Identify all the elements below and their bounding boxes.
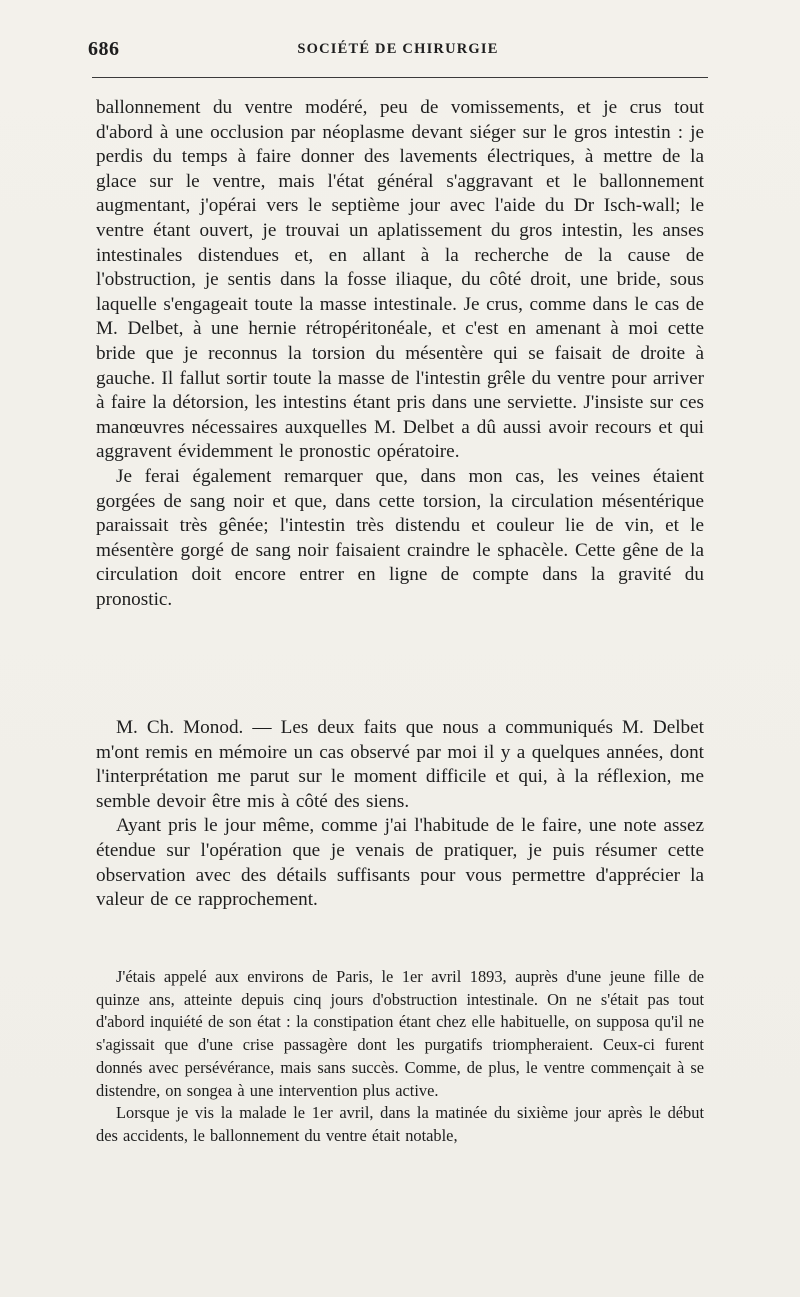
monod-remarks	[96, 716, 704, 913]
paragraph-2: Je ferai également remarquer que, dans mon cas, les veines étaient gorgées de sang noir et que, dans cette torsion, la circulation mésentérique paraissait très gênée; l'intestin très distendu et couleur lie de vin, et le mésentère gorgé de sang noir faisaient craindre le sphacèle. Cette gêne de la circulation doit encore entrer en ligne de compte dans la gravité du pronostic.	[96, 465, 704, 610]
monod-paragraph-2: Ayant pris le jour même, comme j'ai l'habitude de le faire, une note assez étendue sur l'opération que je venais de pratiquer, je puis résumer cette observation avec des détails suffisants pour vous permettre d'apprécier la valeur de ce rapprochement.	[96, 815, 704, 911]
header-rule	[92, 77, 708, 78]
observation-paragraph-1: J'étais appelé aux environs de Paris, le 1er avril 1893, auprès d'une jeune fille de quinze ans, atteinte depuis cinq jours d'obstruction intestinale. On ne s'était pas tout d'abord inquiété de son état : la constipation étant chez elle habituelle, on supposa qu'il ne s'agissait que d'une crise passagère dont les purgatifs triompheraient. Ceux-ci furent donnés avec persévérance, mais sans succès. Comme, de plus, le ventre commençait à se distendre, on songea à une intervention plus active.	[96, 967, 704, 1100]
monod-paragraph-1-text: Les deux faits que nous a communiqués M. Delbet m'ont remis en mémoire un cas observé par moi il y a quelques années, dont l'interprétation me parut sur le moment difficile et qui, à la réflexion, me semble devoir être mis à côté des siens.	[96, 717, 704, 812]
monod-paragraph-1	[96, 716, 704, 814]
section-continued-text	[96, 96, 704, 612]
observation-text	[96, 966, 704, 1148]
speaker-name: M. Ch. Monod.	[116, 717, 244, 738]
running-head: SOCIÉTÉ DE CHIRURGIE	[297, 41, 499, 57]
page-header	[88, 38, 708, 64]
paragraph-1: ballonnement du ventre modéré, peu de vomissements, et je crus tout d'abord à une occlusion par néoplasme devant siéger sur le gros intestin : je perdis du temps à faire donner des lavements électriques, à mettre de la glace sur le ventre, mais l'état général s'aggravant et le ballonnement augmentant, j'opérai vers le septième jour avec l'aide du Dr Isch-wall; le ventre étant ouvert, je trouvai un aplatissement du gros intestin, les anses intestinales distendues et, en allant à la recherche de la cause de l'obstruction, je sentis dans la fosse iliaque, du côté droit, une bride, sous laquelle s'engageait toute la masse intestinale. Je crus, comme dans le cas de M. Delbet, à une hernie rétropéritonéale, et c'est en amenant à moi cette bride que je reconnus la torsion du mésentère qui se faisait de droite à gauche. Il fallut sortir toute la masse de l'intestin grêle du ventre pour arriver à faire la détorsion, les intestins étant pris dans une serviette. J'insiste sur ces manœuvres nécessaires auxquelles M. Delbet a dû aussi avoir recours et qui aggravent évidemment le pronostic opératoire.	[96, 97, 704, 463]
observation-paragraph-2: Lorsque je vis la malade le 1er avril, dans la matinée du sixième jour après le début des accidents, le ballonnement du ventre était notable,	[96, 1103, 704, 1145]
speaker-dash: —	[243, 717, 281, 738]
page-number: 686	[88, 38, 120, 60]
